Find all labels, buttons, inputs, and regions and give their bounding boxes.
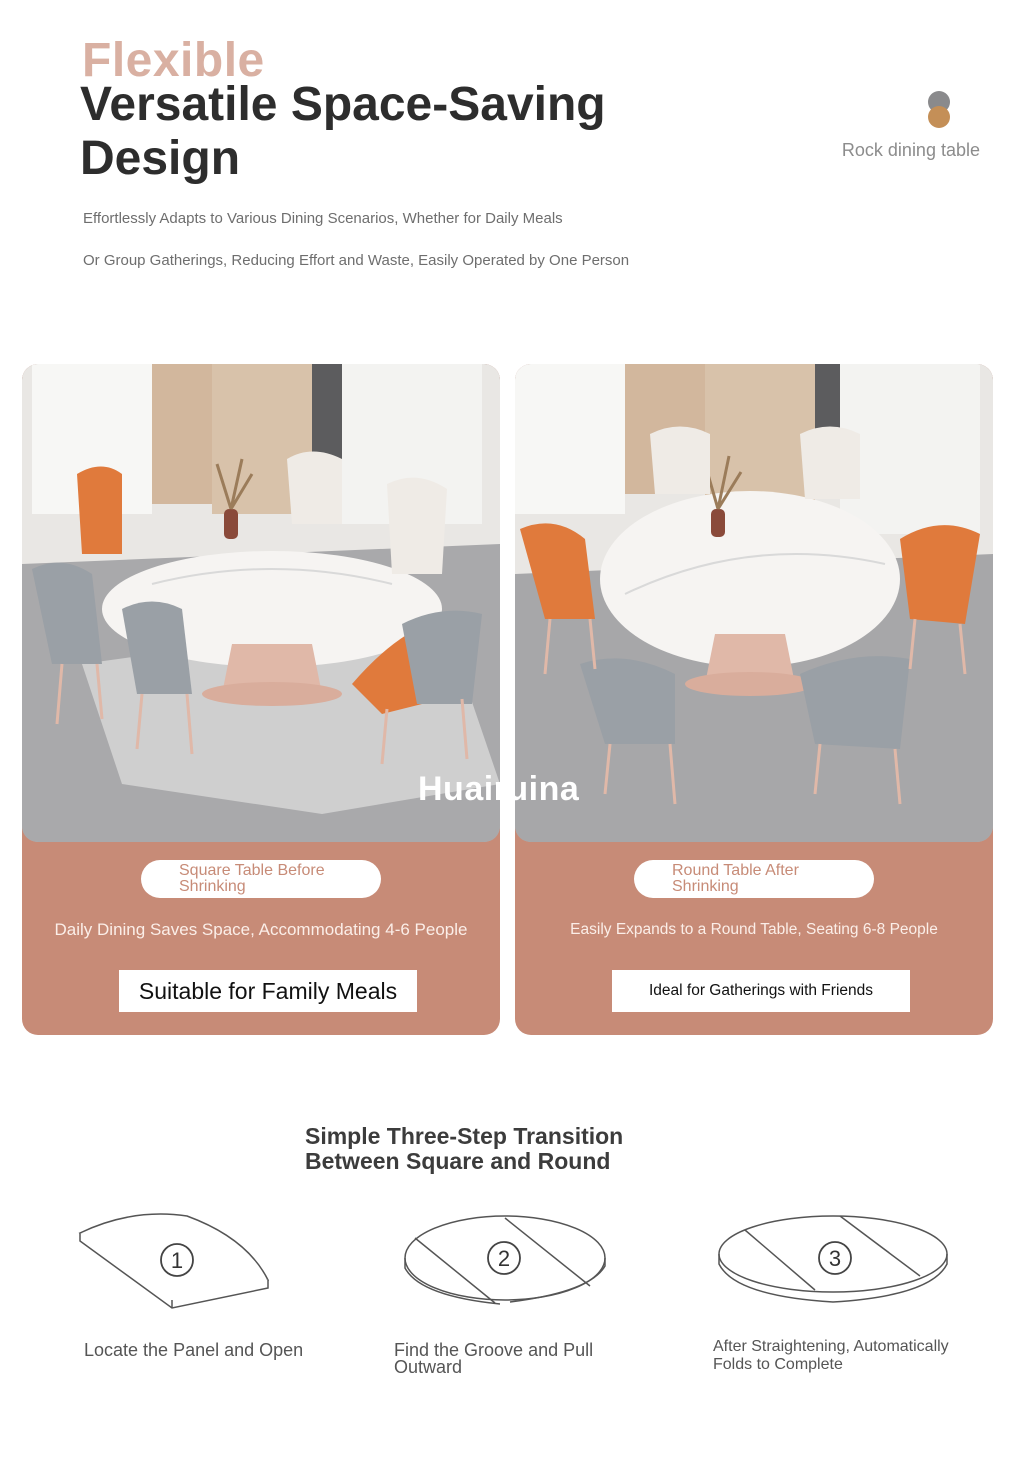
product-tag: Rock dining table bbox=[841, 140, 980, 160]
card-round-table bbox=[515, 364, 993, 1035]
card-square-table bbox=[22, 364, 500, 1035]
brand-watermark: Huairuina bbox=[418, 770, 580, 808]
steps-title: Simple Three-Step Transition Between Square and Round bbox=[305, 1123, 624, 1174]
step-1-label: Locate the Panel and Open bbox=[84, 1340, 304, 1360]
tag-square-before-shrinking bbox=[141, 860, 381, 898]
subtitle-line-2: Or Group Gatherings, Reducing Effort and Waste, Easily Operated by One Person bbox=[83, 252, 630, 269]
step-2-diagram bbox=[400, 1208, 615, 1318]
subtitle-line-1: Effortlessly Adapts to Various Dining Scenarios, Whether for Daily Meals bbox=[83, 210, 563, 227]
card-description: Easily Expands to a Round Table, Seating 6-8 People bbox=[570, 921, 938, 938]
tag-round-after-shrinking bbox=[634, 860, 874, 898]
step-3-diagram bbox=[715, 1208, 955, 1318]
step-3-label: After Straightening, Automatically Folds to Complete bbox=[713, 1338, 949, 1373]
highlight-family-meals: Suitable for Family Meals bbox=[119, 970, 417, 1012]
step-1-diagram bbox=[72, 1208, 277, 1318]
color-swatch-brown bbox=[928, 106, 950, 128]
card-description: Daily Dining Saves Space, Accommodating 4-6 People bbox=[54, 920, 468, 939]
title-accent: Flexible bbox=[82, 34, 265, 87]
tag-label: Round Table After Shrinking bbox=[672, 862, 799, 895]
page-title: Versatile Space-Saving Design bbox=[80, 78, 606, 185]
highlight-gatherings: Ideal for Gatherings with Friends bbox=[612, 970, 910, 1012]
photo-round-table bbox=[515, 364, 993, 842]
step-number: 1 bbox=[170, 1248, 184, 1273]
step-2-label: Find the Groove and Pull Outward bbox=[394, 1340, 594, 1377]
step-number: 2 bbox=[497, 1246, 511, 1271]
tag-label: Square Table Before Shrinking bbox=[179, 862, 325, 895]
step-number: 3 bbox=[828, 1246, 842, 1271]
